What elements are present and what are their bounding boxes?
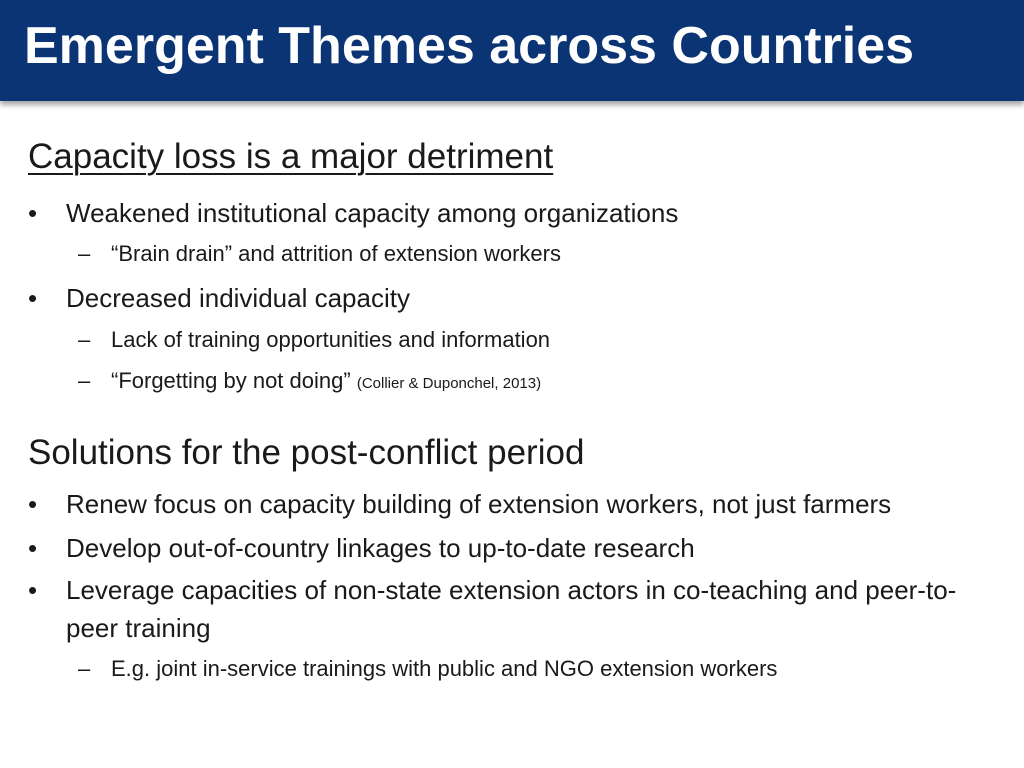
dash-marker: –: [78, 368, 91, 393]
bullet-text: Weakened institutional capacity among organizations: [66, 198, 679, 228]
bullet-marker: •: [28, 575, 38, 605]
bullet-text: Leverage capacities of non-state extension actors in co-teaching and peer-to-peer training: [66, 575, 957, 643]
bullet-marker: •: [28, 533, 38, 563]
dash-marker: –: [78, 327, 91, 352]
sub-item-text: E.g. joint in-service trainings with public and NGO extension workers: [111, 656, 778, 681]
section-heading-solutions: Solutions for the post-conflict period: [28, 433, 585, 472]
bullet-marker: •: [28, 198, 38, 228]
bullet-marker: •: [28, 489, 38, 519]
bullet-text: Develop out-of-country linkages to up-to-date research: [66, 533, 695, 563]
sub-item-text: Lack of training opportunities and information: [111, 327, 551, 352]
bullet-text: Renew focus on capacity building of extension workers, not just farmers: [66, 489, 892, 519]
dash-marker: –: [78, 656, 91, 681]
citation: (Collier & Duponchel, 2013): [356, 375, 542, 392]
sub-item-text: “Brain drain” and attrition of extension workers: [111, 241, 561, 266]
bullet-text: Decreased individual capacity: [66, 283, 410, 313]
dash-marker: –: [78, 241, 91, 266]
bullet-marker: •: [28, 283, 38, 313]
title-bar: [0, 0, 1024, 101]
slide-title: Emergent Themes across Countries: [24, 17, 915, 75]
section-heading-capacity-loss: Capacity loss is a major detriment: [28, 137, 554, 176]
sub-item-text-with-citation: [111, 366, 541, 399]
sub-item-text: “Forgetting by not doing”: [111, 368, 351, 393]
